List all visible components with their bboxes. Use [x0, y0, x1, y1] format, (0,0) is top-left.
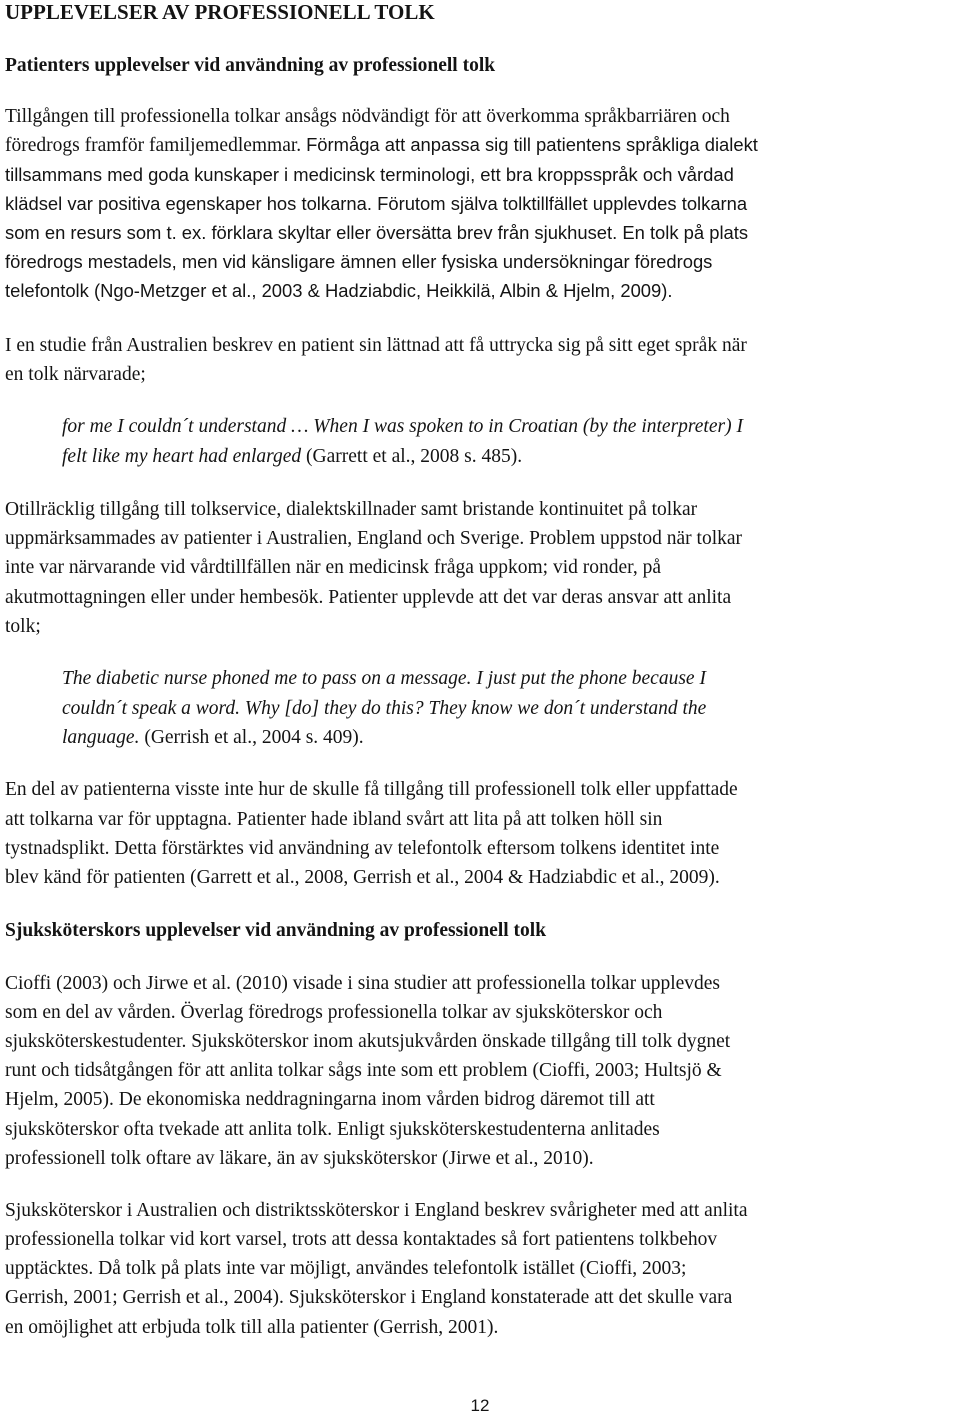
text-line — [5, 276, 673, 306]
quote-span: felt like my heart had enlarged — [62, 446, 302, 467]
text-span: Förmåga att anpassa sig till patientens språkliga dialekt — [306, 134, 758, 155]
text-line: akutmottagningen eller under hembesök. Patienter upplevde att det var deras ansvar att anlita — [5, 587, 732, 608]
text-line: uppmärksammades av patienter i Australien, England och Sverige. Problem uppstod när tolkar — [5, 528, 743, 549]
text-line: blev känd för patienten (Garrett et al., 2008, Gerrish et al., 2004 & Hadziabdic et al., 2009). — [5, 867, 720, 888]
text-line: runt och tidsåtgången för att anlita tolkar sågs inte som ett problem (Cioffi, 2003; Hultsjö & — [5, 1060, 722, 1081]
text-span: Förutom själva tolktillfället upplevdes tolkarna — [377, 193, 748, 214]
text-line: tystnadsplikt. Detta förstärktes vid användning av telefontolk eftersom tolkens identitet inte — [5, 838, 720, 859]
quote-line — [62, 723, 364, 753]
text-span: som en resurs som t. ex. förklara skyltar eller översätta brev från sjukhuset. — [5, 222, 623, 243]
text-line: professionella tolkar vid kort varsel, trots att dessa kontaktades så fort patientens tolkbehov — [5, 1229, 718, 1250]
text-line: tillsammans med goda kunskaper i medicinsk terminologi, ett bra kroppsspråk och vårdad — [5, 164, 734, 185]
section-title-nurses: Sjuksköterskors upplevelser vid användning av professionell tolk — [5, 920, 547, 941]
text-line: Gerrish, 2001; Gerrish et al., 2004). Sjuksköterskor i England konstaterade att det skulle vara — [5, 1287, 733, 1308]
quote-line: for me I couldn´t understand … When I was spoken to in Croatian (by the interpreter) I — [62, 416, 743, 437]
text-line: Cioffi (2003) och Jirwe et al. (2010) visade i sina studier att professionella tolkar upplevdes — [5, 973, 721, 994]
text-line: som en del av vården. Överlag föredrogs professionella tolkar av sjuksköterskor och — [5, 1002, 663, 1023]
quote-line — [62, 442, 522, 472]
page-heading: UPPLEVELSER AV PROFESSIONELL TOLK — [5, 0, 435, 24]
text-span: klädsel var positiva egenskaper hos tolkarna. — [5, 193, 378, 214]
text-line: professionell tolk oftare av läkare, än av sjuksköterskor (Jirwe et al., 2010). — [5, 1148, 594, 1169]
text-line: upptäcktes. Då tolk på plats inte var möjligt, användes telefontolk istället (Cioffi, 2003; — [5, 1258, 687, 1279]
text-line: föredrogs mestadels, men vid känsligare ämnen eller fysiska undersökningar föredrogs — [5, 251, 713, 272]
text-line — [5, 218, 748, 248]
page-number: 12 — [470, 1396, 490, 1415]
text-span: En tolk på plats — [622, 222, 749, 243]
text-line: Tillgången till professionella tolkar ansågs nödvändigt för att överkomma språkbarriären och — [5, 106, 730, 127]
quote-line: The diabetic nurse phoned me to pass on a message. I just put the phone because I — [62, 668, 706, 689]
citation-span: (Garrett et al., 2008 s. 485). — [301, 446, 523, 467]
text-line: Otillräcklig tillgång till tolkservice, dialektskillnader samt bristande kontinuitet på tolkar — [5, 499, 698, 520]
text-line: Sjuksköterskor i Australien och distriktssköterskor i England beskrev svårigheter med att anlita — [5, 1200, 748, 1221]
text-line — [5, 130, 758, 160]
citation-span: (Gerrish et al., 2004 s. 409). — [139, 727, 364, 748]
text-span: föredrogs framför familjemedlemmar. — [5, 135, 307, 156]
text-line: sjuksköterskestudenter. Sjuksköterskor inom akutsjukvården önskade tillgång till tolk dygnet — [5, 1031, 731, 1052]
section-title-patients: Patienters upplevelser vid användning av professionell tolk — [5, 55, 496, 76]
quote-span: language. — [62, 727, 140, 748]
text-line: en omöjlighet att erbjuda tolk till alla patienter (Gerrish, 2001). — [5, 1317, 499, 1338]
text-line: att tolkarna var för upptagna. Patienter hade ibland svårt att lita på att tolken höll sin — [5, 809, 663, 830]
text-line: I en studie från Australien beskrev en patient sin lättnad att få uttrycka sig på sitt eget språk när — [5, 335, 747, 356]
text-line: En del av patienterna visste inte hur de skulle få tillgång till professionell tolk eller uppfattade — [5, 779, 738, 800]
text-line: en tolk närvarade; — [5, 364, 146, 385]
text-line: Hjelm, 2005). De ekonomiska neddragningarna inom vården bidrog däremot till att — [5, 1089, 655, 1110]
quote-line: couldn´t speak a word. Why [do] they do this? They know we don´t understand the — [62, 698, 707, 719]
text-line: inte var närvarande vid vårdtillfällen när en medicinsk fråga uppkom; vid ronder, på — [5, 557, 662, 578]
text-line: tolk; — [5, 616, 41, 637]
text-span: telefontolk (Ngo-Metzger et al. — [5, 280, 252, 301]
text-span: , 2003 & Hadziabdic, Heikkilä, Albin & Hjelm, 2009). — [251, 280, 673, 301]
text-line: sjuksköterskor ofta tvekade att anlita tolk. Enligt sjuksköterskestudenterna anlitades — [5, 1119, 660, 1140]
text-line — [5, 189, 747, 219]
